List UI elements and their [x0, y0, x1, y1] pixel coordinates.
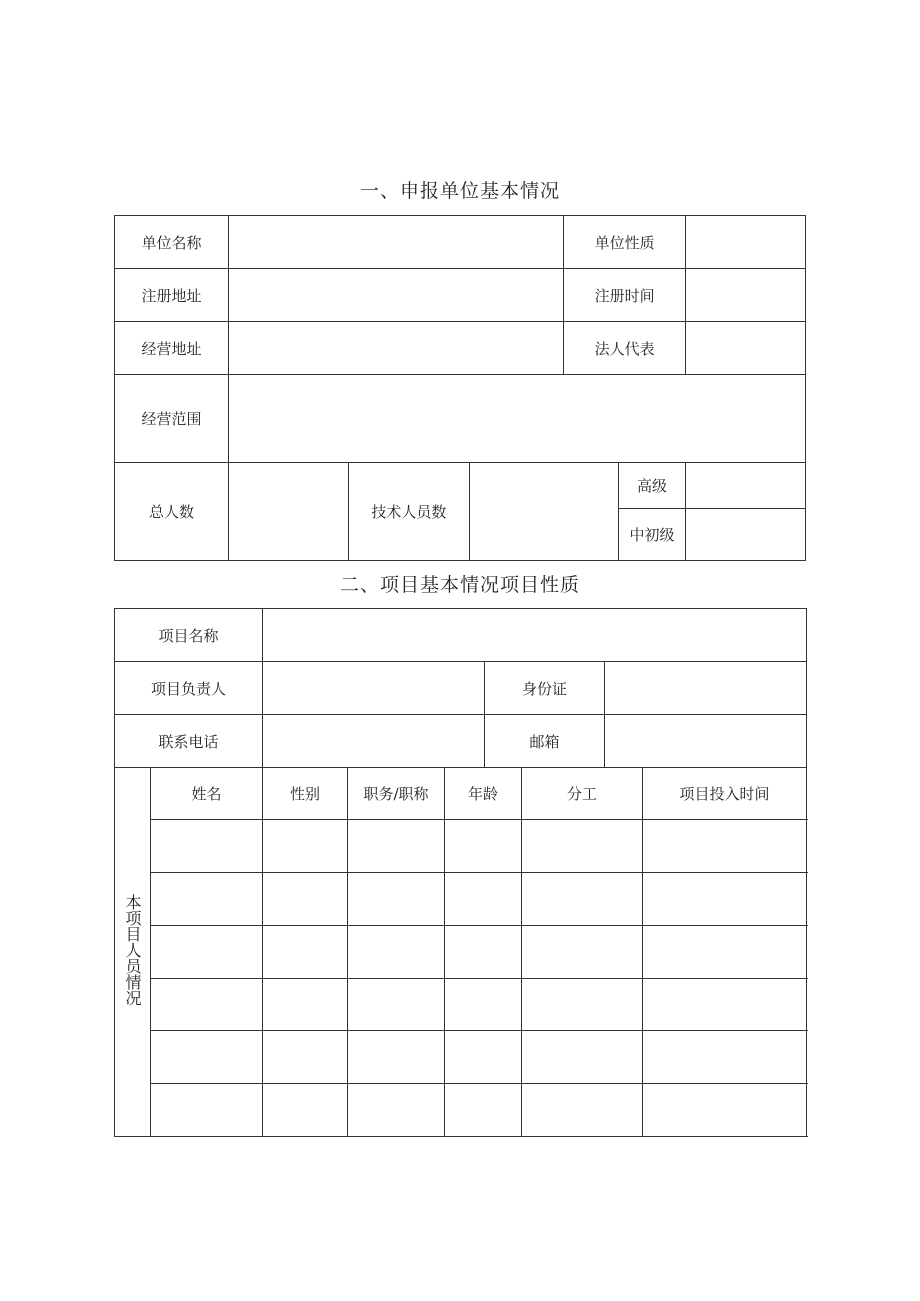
reg-time-label: 注册时间 — [563, 269, 686, 322]
unit-nature-field[interactable] — [686, 216, 806, 269]
staff-cell[interactable] — [151, 979, 263, 1031]
staff-row — [115, 873, 807, 926]
staff-cell[interactable] — [263, 1031, 348, 1084]
staff-cell[interactable] — [522, 820, 643, 873]
staff-cell[interactable] — [263, 926, 348, 979]
total-staff-field[interactable] — [229, 463, 348, 561]
phone-field[interactable] — [263, 715, 485, 768]
staff-cell[interactable] — [151, 1084, 263, 1137]
reg-address-label: 注册地址 — [115, 269, 229, 322]
staff-row — [115, 1031, 807, 1084]
staff-header-role: 分工 — [522, 768, 643, 820]
staff-cell[interactable] — [263, 1084, 348, 1137]
biz-scope-label: 经营范围 — [115, 375, 229, 463]
staff-cell[interactable] — [348, 1031, 445, 1084]
staff-cell[interactable] — [522, 979, 643, 1031]
staff-row — [115, 1084, 807, 1137]
project-name-field[interactable] — [263, 609, 807, 662]
total-staff-label: 总人数 — [115, 463, 229, 561]
phone-label: 联系电话 — [115, 715, 263, 768]
staff-cell[interactable] — [643, 873, 807, 926]
staff-cell[interactable] — [263, 820, 348, 873]
tech-staff-field[interactable] — [470, 463, 619, 561]
staff-cell[interactable] — [643, 1031, 807, 1084]
unit-name-field[interactable] — [229, 216, 564, 269]
staff-cell[interactable] — [348, 820, 445, 873]
senior-label: 高级 — [618, 463, 686, 509]
staff-cell[interactable] — [348, 979, 445, 1031]
mid-junior-field[interactable] — [686, 509, 806, 561]
staff-header-gender: 性别 — [263, 768, 348, 820]
staff-row — [115, 979, 807, 1031]
staff-header-title: 职务/职称 — [348, 768, 445, 820]
id-card-label: 身份证 — [485, 662, 605, 715]
staff-cell[interactable] — [643, 1084, 807, 1137]
biz-address-label: 经营地址 — [115, 322, 229, 375]
project-name-label: 项目名称 — [115, 609, 263, 662]
staff-cell[interactable] — [348, 873, 445, 926]
staff-cell[interactable] — [522, 926, 643, 979]
staff-header-age: 年龄 — [445, 768, 522, 820]
staff-cell[interactable] — [151, 820, 263, 873]
staff-row — [115, 926, 807, 979]
email-field[interactable] — [605, 715, 807, 768]
staff-cell[interactable] — [348, 926, 445, 979]
staff-section-label — [115, 768, 151, 1137]
section2-title: 二、项目基本情况项目性质 — [339, 574, 580, 596]
staff-cell[interactable] — [445, 926, 522, 979]
staff-header-time: 项目投入时间 — [643, 768, 807, 820]
project-leader-field[interactable] — [263, 662, 485, 715]
staff-cell[interactable] — [522, 1084, 643, 1137]
tech-staff-label: 技术人员数 — [348, 463, 470, 561]
legal-rep-field[interactable] — [686, 322, 806, 375]
staff-cell[interactable] — [151, 1031, 263, 1084]
staff-row — [115, 820, 807, 873]
staff-cell[interactable] — [445, 979, 522, 1031]
staff-cell[interactable] — [445, 873, 522, 926]
id-card-field[interactable] — [605, 662, 807, 715]
project-leader-label: 项目负责人 — [115, 662, 263, 715]
staff-cell[interactable] — [263, 979, 348, 1031]
biz-address-field[interactable] — [229, 322, 564, 375]
email-label: 邮箱 — [485, 715, 605, 768]
mid-junior-label: 中初级 — [618, 509, 686, 561]
staff-cell[interactable] — [643, 926, 807, 979]
staff-cell[interactable] — [348, 1084, 445, 1137]
unit-name-label: 单位名称 — [115, 216, 229, 269]
legal-rep-label: 法人代表 — [563, 322, 686, 375]
staff-cell[interactable] — [151, 926, 263, 979]
reg-address-field[interactable] — [229, 269, 564, 322]
biz-scope-field[interactable] — [229, 375, 806, 463]
staff-cell[interactable] — [151, 873, 263, 926]
staff-cell[interactable] — [643, 979, 807, 1031]
staff-cell[interactable] — [522, 1031, 643, 1084]
staff-cell[interactable] — [522, 873, 643, 926]
section1-title: 一、申报单位基本情况 — [359, 180, 560, 202]
unit-info-table — [114, 215, 806, 561]
staff-cell[interactable] — [445, 1084, 522, 1137]
staff-section-label-text: 本项目人员情况 — [123, 894, 142, 1006]
unit-nature-label: 单位性质 — [563, 216, 686, 269]
senior-field[interactable] — [686, 463, 806, 509]
project-info-table — [114, 608, 807, 1137]
staff-cell[interactable] — [445, 820, 522, 873]
reg-time-field[interactable] — [686, 269, 806, 322]
staff-header-name: 姓名 — [151, 768, 263, 820]
staff-cell[interactable] — [263, 873, 348, 926]
staff-cell[interactable] — [445, 1031, 522, 1084]
staff-cell[interactable] — [643, 820, 807, 873]
